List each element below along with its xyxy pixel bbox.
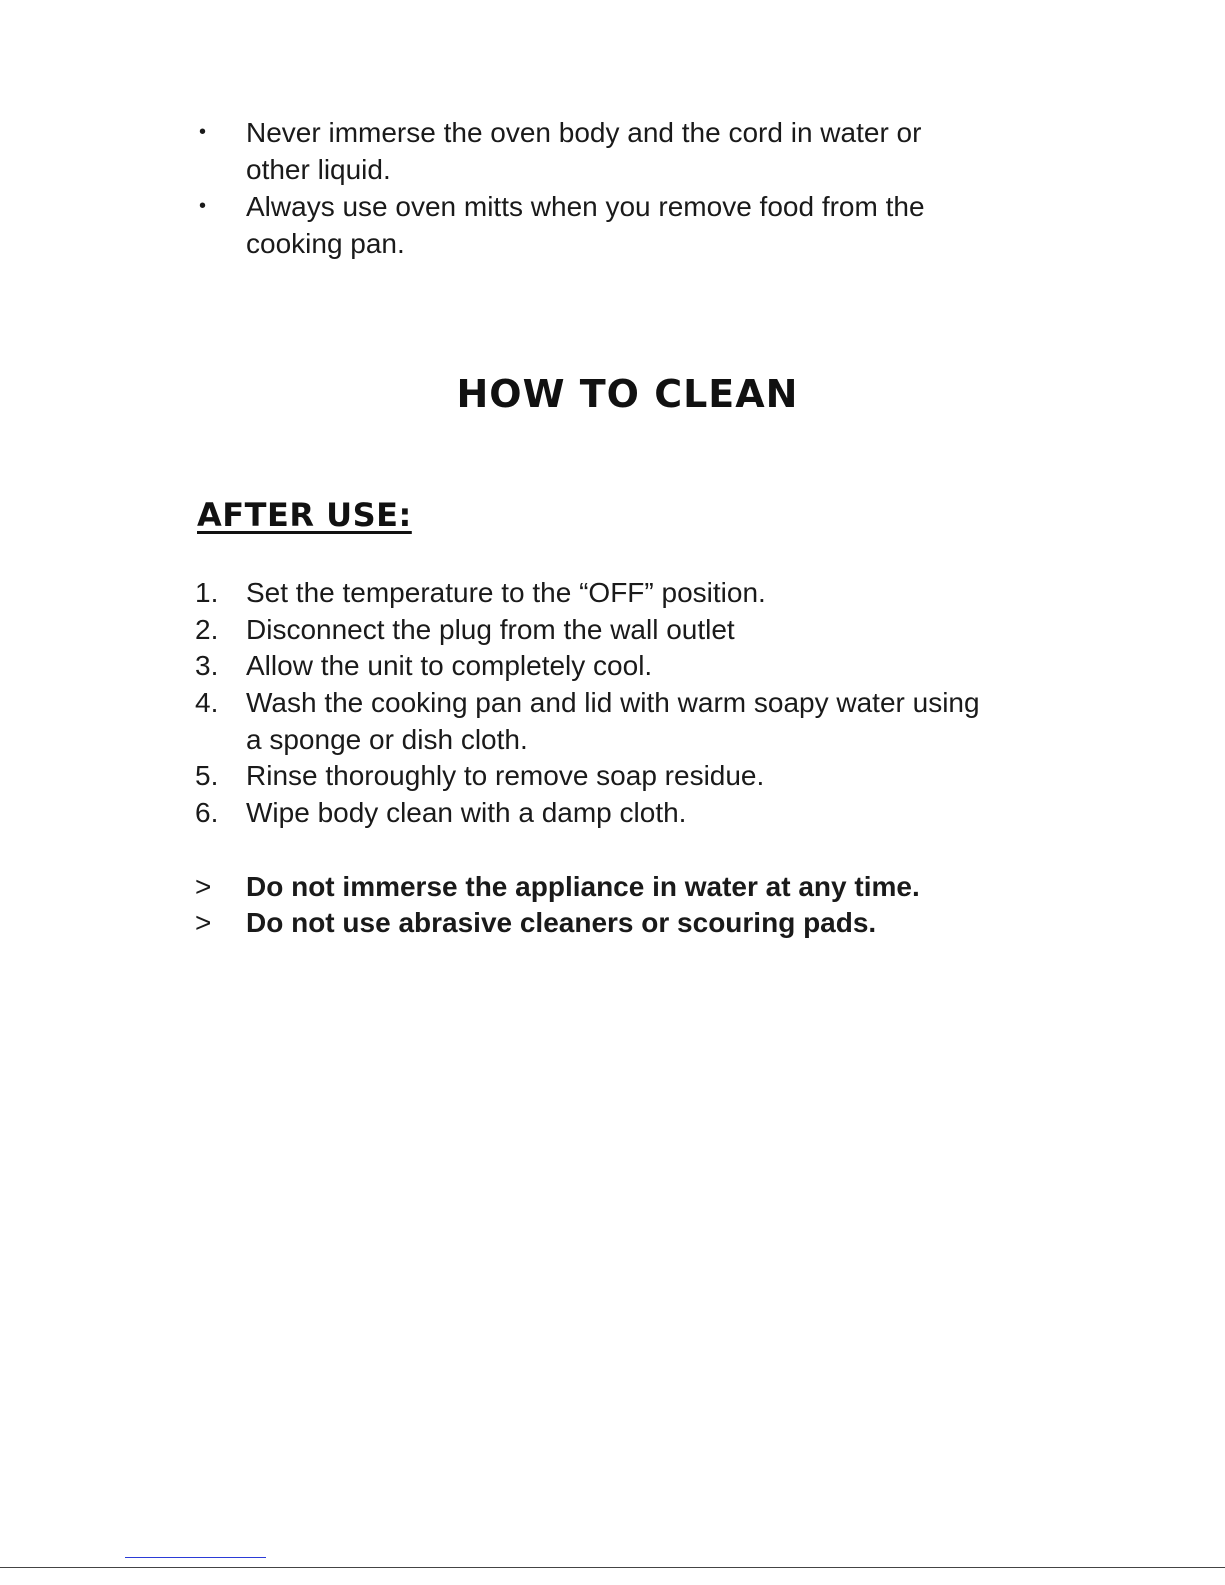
bullet-item: [195, 114, 1095, 188]
bullet-marker: •: [199, 121, 207, 143]
warning-marker: >: [195, 907, 212, 938]
step-number: 2.: [195, 614, 219, 645]
bullet-text: [246, 188, 1095, 262]
step-item: [195, 647, 1095, 684]
bullet-marker: •: [199, 195, 207, 217]
step-number: 6.: [195, 797, 219, 828]
step-item: [195, 684, 1095, 758]
step-text: Wipe body clean with a damp cloth.: [246, 797, 687, 828]
warning-text: Do not immerse the appliance in water at any time.: [246, 871, 920, 902]
bullet-text: [246, 114, 1095, 188]
bullet-line: Always use oven mitts when you remove food from the: [246, 191, 925, 222]
step-text: Disconnect the plug from the wall outlet: [246, 614, 735, 645]
step-item: [195, 574, 1095, 611]
step-line: a sponge or dish cloth.: [246, 724, 528, 755]
bullet-line: cooking pan.: [246, 228, 405, 259]
page-bottom-rule: [0, 1567, 1225, 1568]
step-number: 3.: [195, 650, 219, 681]
footer-underline: [125, 1557, 266, 1558]
step-line: Wash the cooking pan and lid with warm soapy water using: [246, 687, 980, 718]
warning-text: Do not use abrasive cleaners or scouring pads.: [246, 907, 877, 938]
step-number: 1.: [195, 577, 219, 608]
step-text: [246, 684, 1095, 758]
subsection-heading: AFTER USE:: [197, 496, 412, 534]
bullet-item: [195, 188, 1095, 262]
warning-item: [195, 868, 1095, 905]
step-number: 4.: [195, 687, 219, 718]
step-number: 5.: [195, 760, 219, 791]
bullet-line: other liquid.: [246, 154, 391, 185]
step-text: Set the temperature to the “OFF” position.: [246, 577, 766, 608]
step-item: [195, 794, 1095, 831]
step-text: Rinse thoroughly to remove soap residue.: [246, 760, 765, 791]
step-text: Allow the unit to completely cool.: [246, 650, 653, 681]
step-item: [195, 611, 1095, 648]
warning-item: [195, 904, 1095, 941]
bullet-line: Never immerse the oven body and the cord in water or: [246, 117, 922, 148]
section-heading: HOW TO CLEAN: [456, 372, 799, 416]
warning-marker: >: [195, 871, 212, 902]
step-item: [195, 757, 1095, 794]
